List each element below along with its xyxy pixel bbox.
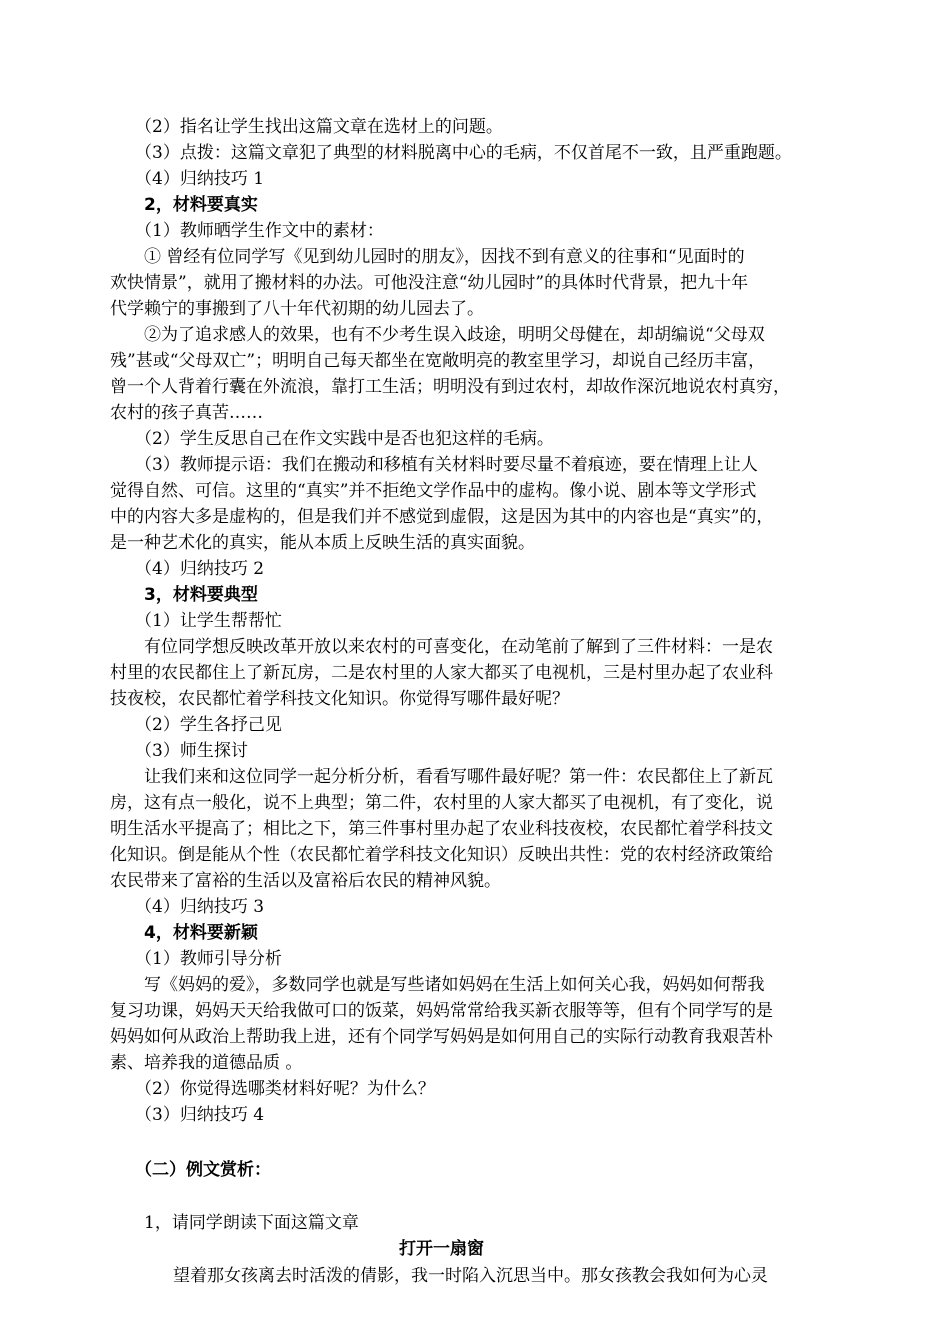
text-line: 曾一个人背着行囊在外流浪，靠打工生活；明明没有到过农村，却故作深沉地说农村真穷， (110, 377, 790, 397)
text-line: 明生活水平提高了；相比之下，第三件事村里办起了农业科技夜校，农民都忙着学科技文 (110, 819, 773, 839)
text-line: 中的内容大多是虚构的，但是我们并不感觉到虚假，这是因为其中的内容也是“真实”的， (110, 507, 774, 527)
text-line: 技夜校，农民都忙着学科技文化知识。你觉得写哪件最好呢？ (110, 689, 569, 709)
text-line: 觉得自然、可信。这里的“真实”并不拒绝文学作品中的虚构。像小说、剧本等文学形式 (110, 481, 757, 501)
text-line: 复习功课，妈妈天天给我做可口的饭菜，妈妈常常给我买新衣服等等，但有个同学写的是 (110, 1001, 773, 1021)
text-line: （4）归纳技巧 1 (135, 169, 265, 189)
text-line: 让我们来和这位同学一起分析分析，看看写哪件最好呢？第一件：农民都住上了新瓦 (144, 767, 773, 787)
text-line: 农民带来了富裕的生活以及富裕后农民的精神风貌。 (110, 871, 501, 891)
text-line: （2）指名让学生找出这篇文章在选材上的问题。 (135, 117, 503, 137)
section-heading: 4，材料要新颖 (144, 923, 258, 943)
text-line: （1）教师晒学生作文中的素材： (135, 221, 384, 241)
text-line: ②为了追求感人的效果，也有不少考生误入歧途，明明父母健在，却胡编说“父母双 (144, 325, 765, 345)
text-line: （4）归纳技巧 3 (135, 897, 265, 917)
text-line: （3）教师提示语：我们在搬动和移植有关材料时要尽量不着痕迹，要在情理上让人 (135, 455, 758, 475)
text-line: （2）学生各抒己见 (135, 715, 282, 735)
section-heading: 2，材料要真实 (144, 195, 258, 215)
text-line: （3）点拨：这篇文章犯了典型的材料脱离中心的毛病，不仅首尾不一致，且严重跑题。 (135, 143, 792, 163)
text-line: （3）师生探讨 (135, 741, 248, 761)
text-line: 房，这有点一般化，说不上典型；第二件，农村里的人家大都买了电视机，有了变化，说 (110, 793, 773, 813)
text-line: 化知识。倒是能从个性（农民都忙着学科技文化知识）反映出共性：党的农村经济政策给 (110, 845, 773, 865)
text-line: ① 曾经有位同学写《见到幼儿园时的朋友》，因找不到有意义的往事和“见面时的 (144, 247, 745, 267)
text-line: 有位同学想反映改革开放以来农村的可喜变化，在动笔前了解到了三件材料：一是农 (144, 637, 773, 657)
text-line: 残”甚或“父母双亡”；明明自己每天都坐在宽敞明亮的教室里学习，却说自己经历丰富， (110, 351, 766, 371)
section-heading: （二）例文赏析： (135, 1160, 271, 1180)
section-heading: 3，材料要典型 (144, 585, 258, 605)
text-line: 农村的孩子真苦…… (110, 403, 263, 423)
text-line: 素、培养我的道德品质 。 (110, 1053, 303, 1073)
text-line: 望着那女孩离去时活泼的倩影，我一时陷入沉思当中。那女孩教会我如何为心灵 (173, 1266, 768, 1286)
text-line: （2）学生反思自己在作文实践中是否也犯这样的毛病。 (135, 429, 554, 449)
essay-title: 打开一扇窗 (399, 1239, 484, 1259)
text-line: （4）归纳技巧 2 (135, 559, 265, 579)
text-line: （1）教师引导分析 (135, 949, 282, 969)
text-line: 代学赖宁的事搬到了八十年代初期的幼儿园去了。 (110, 299, 484, 319)
text-line: 村里的农民都住上了新瓦房，二是农村里的人家大都买了电视机，三是村里办起了农业科 (110, 663, 773, 683)
text-line: 是一种艺术化的真实，能从本质上反映生活的真实面貌。 (110, 533, 535, 553)
text-line: 写《妈妈的爱》，多数同学也就是写些诸如妈妈在生活上如何关心我，妈妈如何帮我 (144, 975, 765, 995)
text-line: （3）归纳技巧 4 (135, 1105, 265, 1125)
text-line: （2）你觉得选哪类材料好呢？为什么？ (135, 1079, 435, 1099)
text-line: 欢快情景”，就用了搬材料的办法。可他没注意“幼儿园时”的具体时代背景，把九十年 (110, 273, 749, 293)
text-line: 1，请同学朗读下面这篇文章 (144, 1213, 359, 1233)
text-line: （1）让学生帮帮忙 (135, 611, 282, 631)
text-line: 妈妈如何从政治上帮助我上进，还有个同学写妈妈是如何用自己的实际行动教育我艰苦朴 (110, 1027, 773, 1047)
